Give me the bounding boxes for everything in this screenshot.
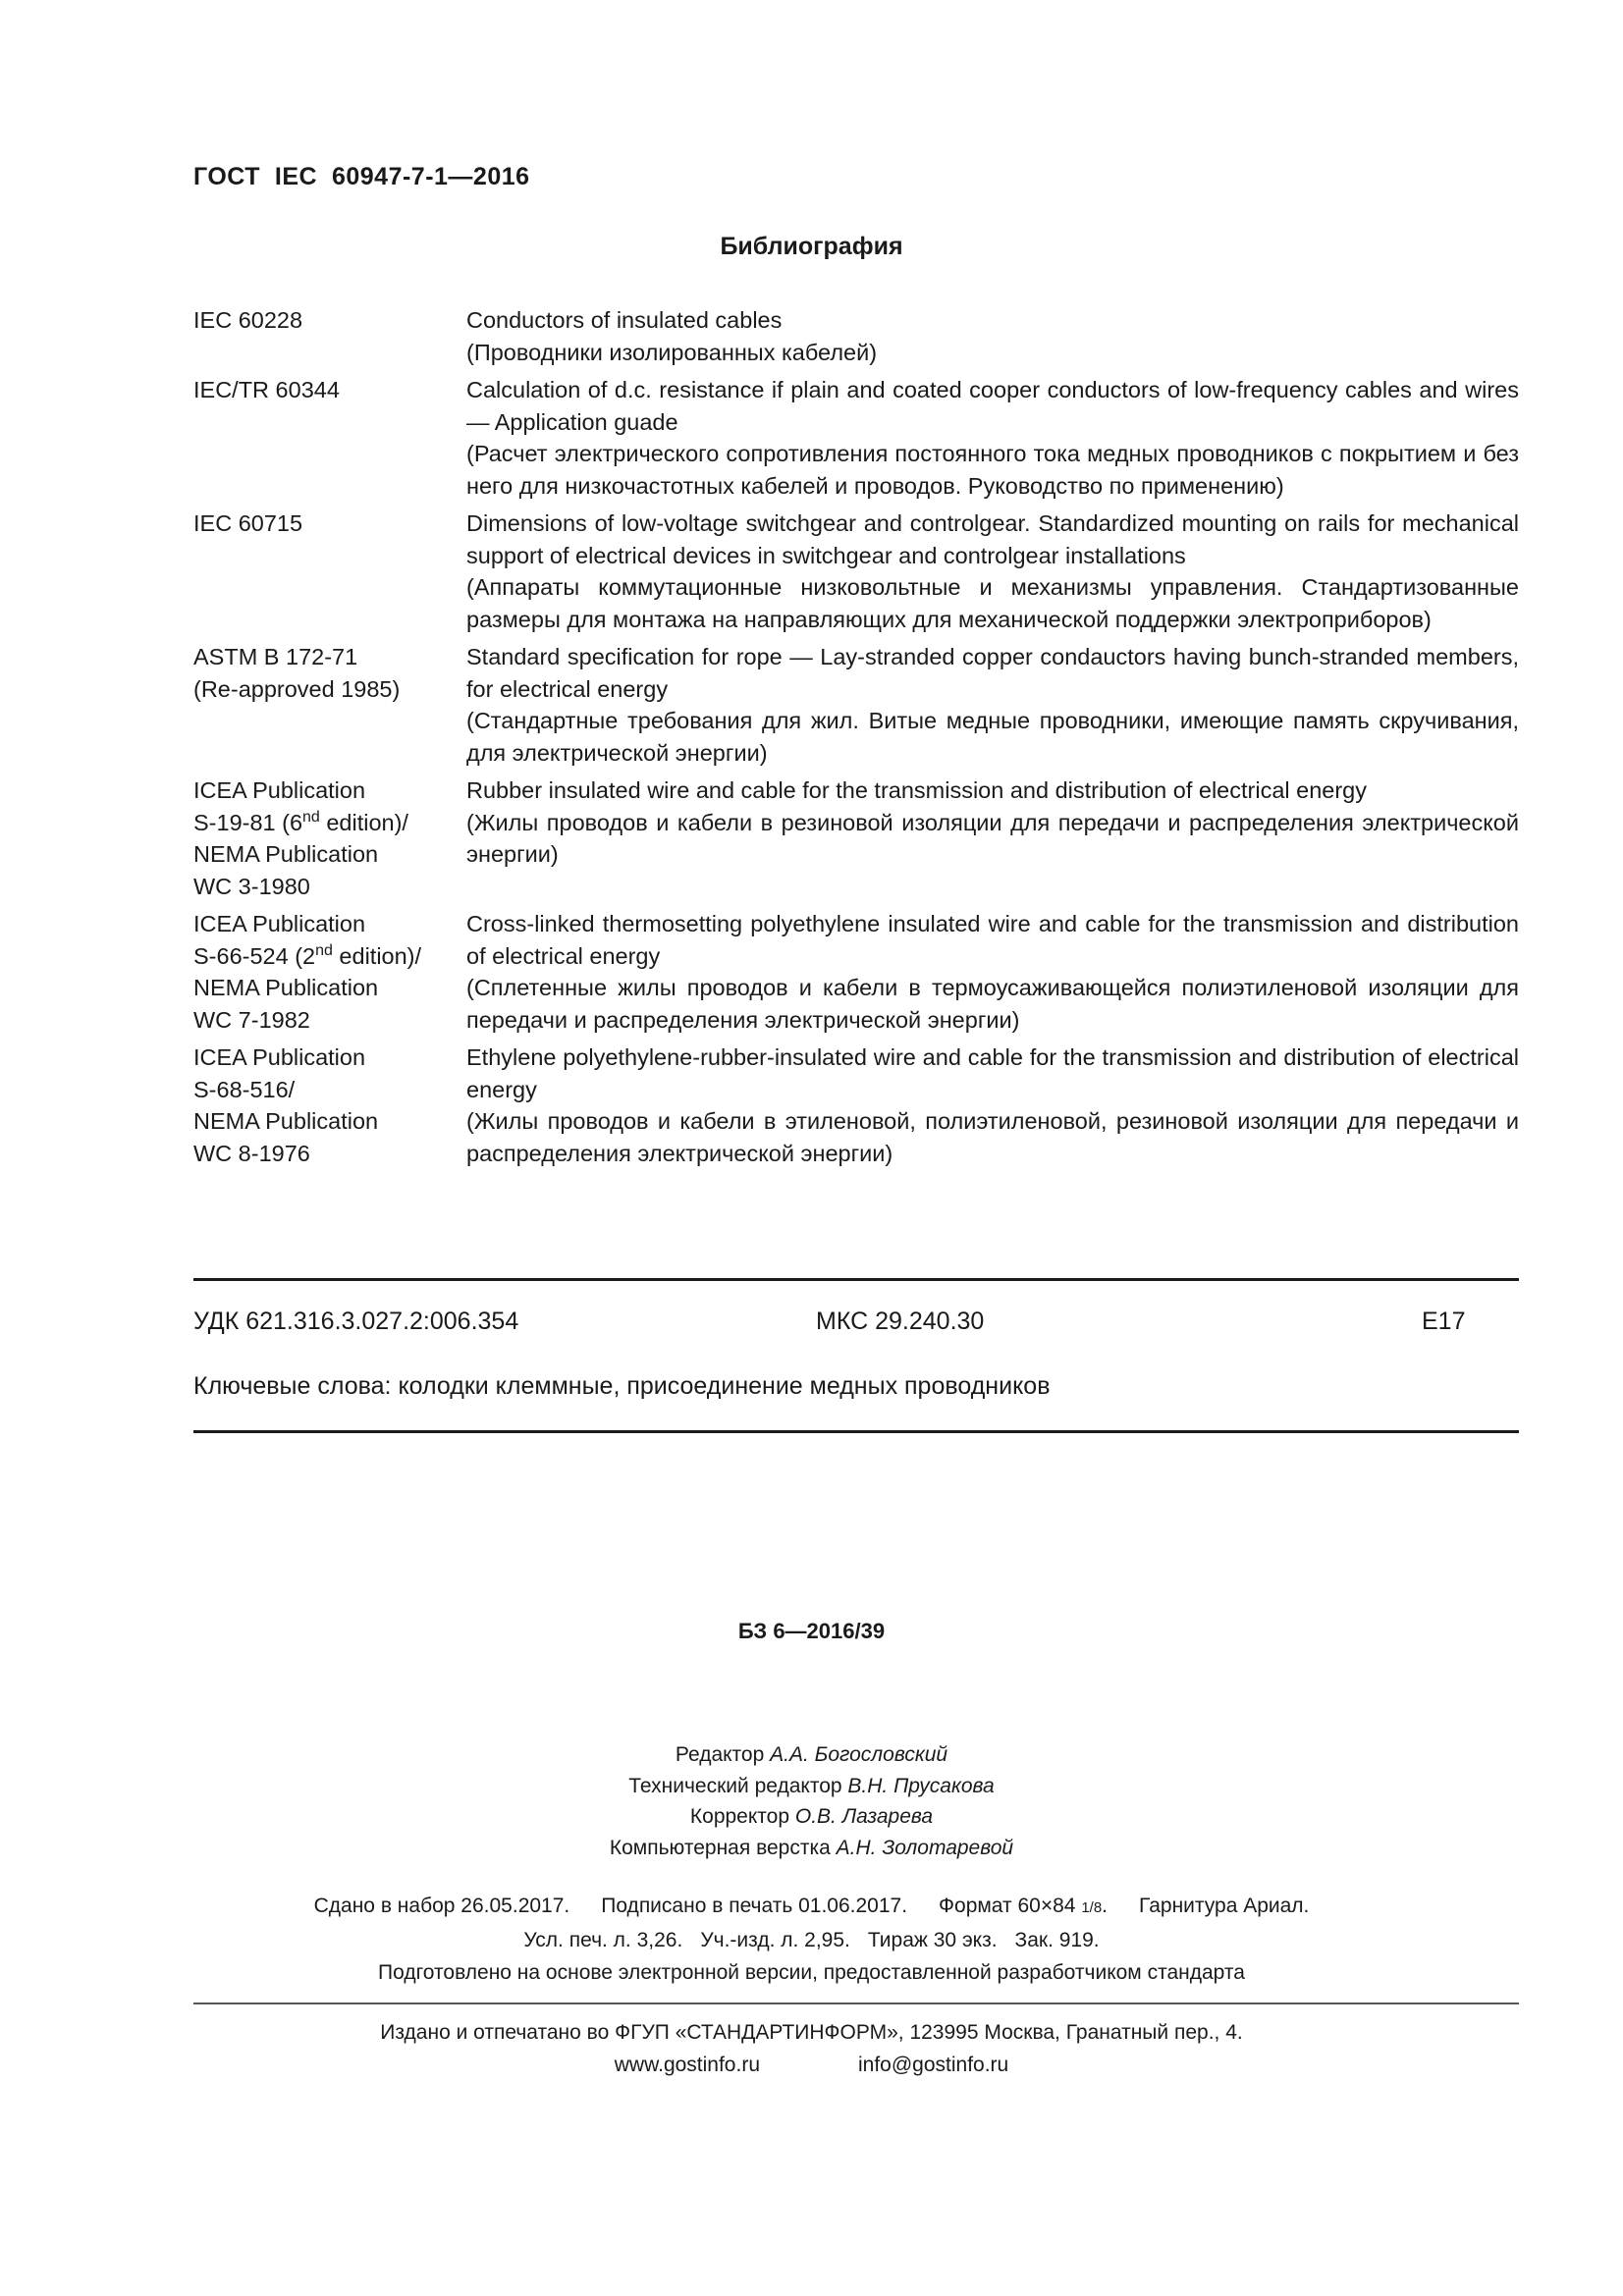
entry-title-en: Conductors of insulated cables bbox=[466, 307, 783, 333]
classification-row bbox=[193, 1308, 1470, 1341]
entry-title-ru: (Проводники изолированных кабелей) bbox=[466, 339, 878, 365]
bibliography-entry bbox=[193, 374, 1519, 502]
bz-code: БЗ 6—2016/39 bbox=[737, 1619, 886, 1643]
entry-title-ru: (Жилы проводов и кабели в этиленовой, полиэтиленовой, резиновой изоляции для передачи и распределения электрической энергии) bbox=[466, 1108, 1519, 1166]
entry-description bbox=[466, 507, 1519, 635]
entry-description bbox=[466, 641, 1519, 769]
publisher-info bbox=[0, 2016, 1623, 2081]
entry-title-ru: (Расчет электрического сопротивления постоянного тока медных проводников с покрытием и без него для низкочастотных кабелей и проводов. Руководство по применению) bbox=[466, 441, 1519, 499]
entry-title-ru: (Сплетенные жилы проводов и кабели в термоусаживающейся полиэтиленовой изоляции для передачи и распределения электрической энергии) bbox=[466, 975, 1519, 1033]
print-line-2: Усл. печ. л. 3,26. Уч.-изд. л. 2,95. Тираж 30 экз. Зак. 919. bbox=[523, 1929, 1100, 1951]
udk-code: УДК 621.316.3.027.2:006.354 bbox=[193, 1308, 519, 1335]
entry-title-en: Calculation of d.c. resistance if plain and coated cooper conductors of low-frequency cables and wires — Application guade bbox=[466, 377, 1519, 435]
entry-title-en: Cross-linked thermosetting polyethylene insulated wire and cable for the transmission and distribution of electrical energy bbox=[466, 911, 1519, 969]
bibliography-entry bbox=[193, 641, 1519, 769]
mks-code: МКС 29.240.30 bbox=[816, 1308, 985, 1335]
entry-description bbox=[466, 774, 1519, 902]
entry-reference: IEC/TR 60344 bbox=[193, 377, 340, 402]
staff-line: Технический редактор В.Н. Прусакова bbox=[628, 1774, 995, 1797]
staff-line: Редактор А.А. Богословский bbox=[675, 1743, 948, 1766]
bibliography-title: Библиография bbox=[720, 233, 903, 260]
bibliography-entry bbox=[193, 774, 1519, 902]
staff-list bbox=[0, 1739, 1623, 1863]
divider-bottom bbox=[193, 1430, 1519, 1433]
entry-title-en: Rubber insulated wire and cable for the transmission and distribution of electrical energy bbox=[466, 777, 1367, 803]
publisher-contacts bbox=[0, 2049, 1623, 2081]
keywords: Ключевые слова: колодки клеммные, присоединение медных проводников bbox=[193, 1372, 1051, 1400]
staff-line: Компьютерная верстка А.Н. Золотаревой bbox=[609, 1836, 1014, 1859]
staff-line: Корректор О.В. Лазарева bbox=[689, 1805, 934, 1828]
entry-reference: ICEA Publication S-19-81 (6nd edition)/ NEMA Publication WC 3-1980 bbox=[193, 777, 408, 899]
entry-description bbox=[466, 908, 1519, 1036]
divider-top bbox=[193, 1278, 1519, 1281]
bibliography-entry bbox=[193, 304, 1519, 368]
bibliography-entry bbox=[193, 1041, 1519, 1169]
bibliography-entry bbox=[193, 908, 1519, 1036]
print-line-3: Подготовлено на основе электронной версии, предоставленной разработчиком стандарта bbox=[378, 1961, 1245, 1984]
publisher-address: Издано и отпечатано во ФГУП «СТАНДАРТИНФОРМ», 123995 Москва, Гранатный пер., 4. bbox=[380, 2021, 1243, 2044]
print-line-1: Сдано в набор 26.05.2017. Подписано в печать 01.06.2017. Формат 60×84 1/8. Гарнитура Ариал. bbox=[313, 1895, 1310, 1917]
okp-code: E17 bbox=[1422, 1308, 1466, 1335]
entry-reference: IEC 60715 bbox=[193, 510, 303, 536]
entry-description bbox=[466, 304, 1519, 368]
standard-code: ГОСТ IEC 60947-7-1—2016 bbox=[193, 163, 530, 190]
entry-description bbox=[466, 374, 1519, 502]
entry-title-ru: (Аппараты коммутационные низковольтные и механизмы управления. Стандартизованные размеры для монтажа на направляющих для механической поддержки электроприборов) bbox=[466, 574, 1519, 632]
entry-reference: IEC 60228 bbox=[193, 307, 303, 333]
email-link[interactable]: info@gostinfo.ru bbox=[858, 2054, 1009, 2076]
entry-title-en: Dimensions of low-voltage switchgear and controlgear. Standardized mounting on rails for mechanical support of electrical devices in switchgear and controlgear installations bbox=[466, 510, 1519, 568]
entry-title-en: Standard specification for rope — Lay-stranded copper condauctors having bunch-stranded members, for electrical energy bbox=[466, 644, 1519, 702]
entry-title-ru: (Стандартные требования для жил. Витые медные проводники, имеющие память скручивания, для электрической энергии) bbox=[466, 708, 1519, 766]
entry-description bbox=[466, 1041, 1519, 1169]
bibliography-list bbox=[193, 304, 1519, 1175]
divider-publisher bbox=[193, 2002, 1519, 2004]
entry-title-en: Ethylene polyethylene-rubber-insulated wire and cable for the transmission and distribution of electrical energy bbox=[466, 1044, 1519, 1102]
entry-title-ru: (Жилы проводов и кабели в резиновой изоляции для передачи и распределения электрической энергии) bbox=[466, 809, 1519, 867]
entry-reference: ICEA Publication S-68-516/ NEMA Publication WC 8-1976 bbox=[193, 1044, 379, 1166]
entry-reference: ICEA Publication S-66-524 (2nd edition)/ NEMA Publication WC 7-1982 bbox=[193, 911, 422, 1033]
bibliography-entry bbox=[193, 507, 1519, 635]
website-link[interactable]: www.gostinfo.ru bbox=[614, 2054, 760, 2076]
print-info bbox=[0, 1890, 1623, 1989]
entry-reference: ASTM B 172-71 (Re-approved 1985) bbox=[193, 644, 401, 702]
